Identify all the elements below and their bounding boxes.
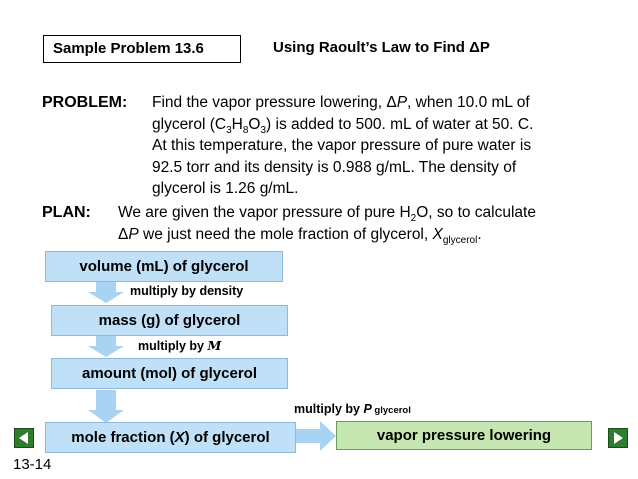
page-title: Using Raoult’s Law to Find ΔP <box>273 39 490 56</box>
plan-line-1: We are given the vapor pressure of pure $H_2O$, so to calculate <box>118 204 536 225</box>
flow-box-volume: volume (mL) of glycerol <box>45 251 283 282</box>
previous-slide-button[interactable] <box>14 428 34 448</box>
problem-line-5: glycerol is 1.26 g/mL. <box>152 180 299 197</box>
down-arrow-2 <box>88 336 124 357</box>
problem-line-1: Find the vapor pressure lowering, ΔP, when 10.0 mL of <box>152 94 530 111</box>
problem-line-4: 92.5 torr and its density is 0.988 g/mL. The density of <box>152 158 517 176</box>
result-box-vapor-pressure-lowering: vapor pressure lowering <box>336 421 592 450</box>
step-multiply-density: multiply by density <box>130 284 244 298</box>
step-multiply-molar-mass: multiply by M <box>138 338 222 353</box>
down-arrow-1 <box>88 281 124 303</box>
problem-label: PROBLEM: <box>42 94 128 111</box>
right-arrow <box>296 421 336 451</box>
down-arrow-3 <box>88 390 124 423</box>
problem-line-2: glycerol $(C_3H_8O_3)$ is added to 500. mL of water at 50. C. <box>152 115 534 136</box>
left-arrow-icon <box>15 429 33 447</box>
sample-problem-label: Sample Problem 13.6 <box>43 35 241 63</box>
problem-line-3: At this temperature, the vapor pressure of pure water is <box>152 137 532 154</box>
flow-box-mole-fraction: mole fraction (X) of glycerol <box>45 422 296 453</box>
step-multiply-pressure: multiply by P glycerol <box>294 402 411 416</box>
page-number: 13-14 <box>13 456 52 473</box>
plan-line-2: ΔP we just need the mole fraction of glycerol, $X_{glycerol}$. <box>118 225 482 246</box>
right-arrow-icon <box>609 429 627 447</box>
plan-label: PLAN: <box>42 204 91 221</box>
flow-box-mass: mass (g) of glycerol <box>51 305 288 336</box>
next-slide-button[interactable] <box>608 428 628 448</box>
flow-box-amount: amount (mol) of glycerol <box>51 358 288 389</box>
